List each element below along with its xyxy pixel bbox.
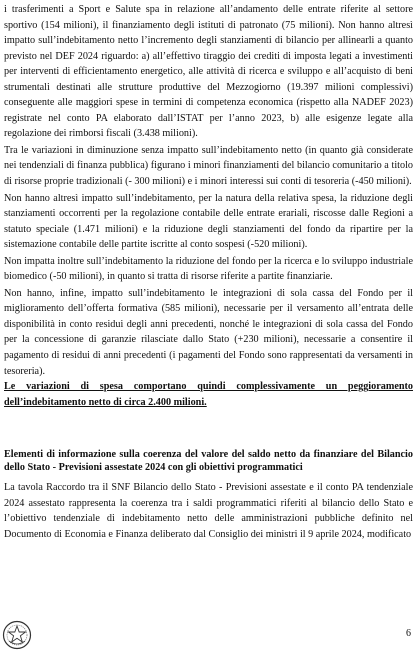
paragraph-reconciliation-table: La tavola Raccordo tra il SNF Bilancio dello Stato - Previsioni assestate e il conto PA tendenziale 2024 assestato rappresenta la coerenza tra i saldi programmatici riferiti al bilancio dello Stato e l’obiettivo tendenziale di indebitamento netto delle amministrazioni pubbliche definito nel Documento di Economia e Finanza deliberato dal Consiglio dei ministri il 9 aprile 2024, modificato — [4, 482, 413, 540]
paragraph-cash-integrations: Non hanno, infine, impatto sull’indebitamento le integrazioni di sola cassa del Fondo per il miglioramento dell’offerta formativa (585 milioni), necessarie per il versamento all’entrata delle disponibilità in conto residui degli anni precedenti, nonché le integrazioni di sola cassa del Fondo per la concessione di garanzie rilasciate dallo Stato (+230 milioni), necessarie a consentire il pagamento di residui di anni precedenti (i pagamenti del Fondo sono rappresentati da versamenti in tesoreria). — [4, 287, 413, 377]
paragraph-variations-decrease: Tra le variazioni in diminuzione senza impatto sull’indebitamento netto (in quanto già considerate nei tendenziali di finanza pubblica) figurano i minori finanziamenti del bilancio comunitario a titolo di risorse proprie tradizionali (- 300 milioni) e i minori interessi sui conti di tesoreria (-450 milioni). — [4, 144, 413, 188]
document-page — [4, 2, 413, 542]
paragraph-biomedical-fund: Non impatta inoltre sull’indebitamento la riduzione del fondo per la ricerca e lo sviluppo industriale biomedico (-50 milioni), in quanto si tratta di risorse riferite a partite finanziarie. — [4, 255, 413, 283]
paragraph-transfers-sport-salute: i trasferimenti a Sport e Salute spa in relazione all’andamento delle entrate riferite al settore sportivo (154 milioni), il finanziamento degli istituti di patronato (75 milioni). Non hanno altresì impatto sull’indebitamento netto l’incremento degli stanziamenti di bilancio per allinearli a quanto previsto nel DEF 2024 riguardo: a) all’effettivo tiraggio dei crediti di imposta legati a investimenti per interventi di efficientamento energetico, alle attività di ricerca e sviluppo e all’acquisto di beni strumentali destinati alle strutture produttive del Mezzogiorno (19.397 milioni complessivi) conseguente alle maggiori spese in termini di competenza economica (rispetto alla NADEF 2023) registrate nel conto PA elaborato dall’ISTAT per l’anno 2023, b) alle esigenze legate alla regolazione dei rimborsi fiscali (3.438 milioni). — [4, 4, 413, 140]
section-heading: Elementi di informazione sulla coerenza del valore del saldo netto da finanziare del Bilancio dello Stato - Previsioni assestate 2024 con gli obiettivi programmatici — [4, 449, 413, 474]
page-number: 6 — [406, 628, 411, 639]
paragraph-regional-statutes: Non hanno altresì impatto sull’indebitamento, per la natura della relativa spesa, la riduzione degli stanziamenti occorrenti per la regolazione contabile delle entrate erariali, riscosse dalle Regioni a statuto speciale (1.471 milioni) e la riduzione degli stanziamenti del fondo da ripartire per la sistemazione contabile delle partite iscritte al conto sospesi (-520 milioni). — [4, 192, 413, 251]
paragraph-conclusion: Le variazioni di spesa comportano quindi complessivamente un peggioramento dell’indebitamento netto di circa 2.400 milioni. — [4, 381, 413, 408]
state-emblem-icon — [2, 620, 32, 650]
